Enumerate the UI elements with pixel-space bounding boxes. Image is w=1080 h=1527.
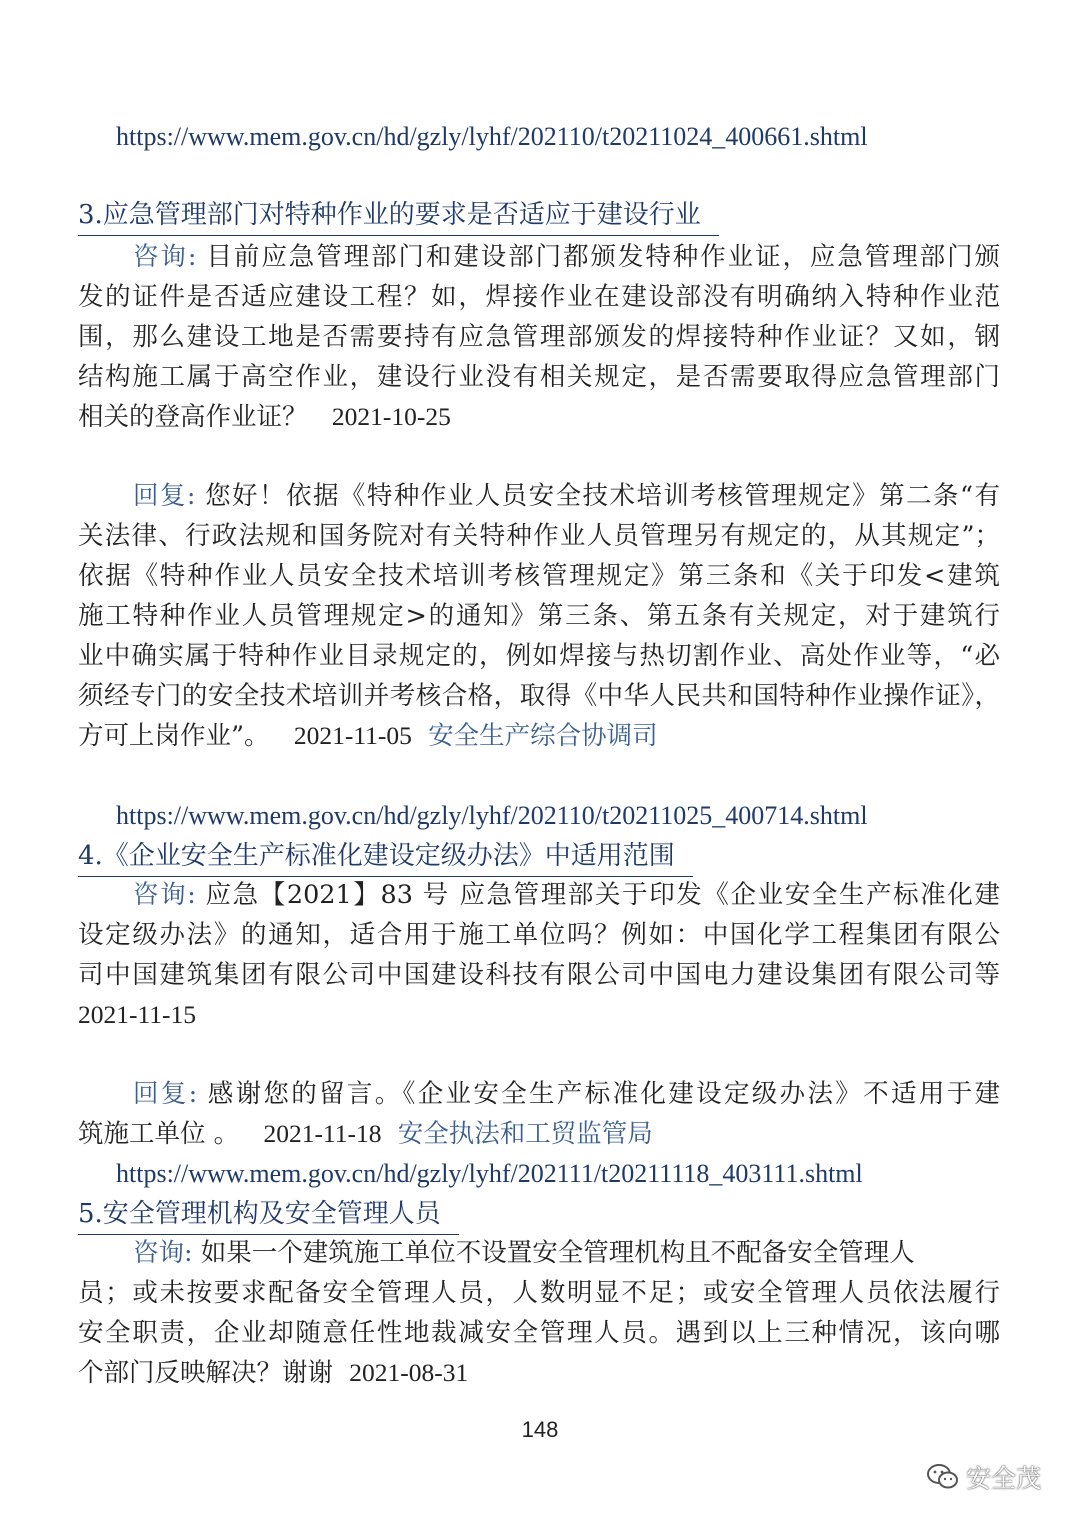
consult-line: 咨询: 如果一个建筑施工单位不设置安全管理机构且不配备安全管理人	[133, 1238, 915, 1268]
consult-line: 咨询: 应急【2021】83 号 应急管理部关于印发《企业安全生产标准化建	[133, 880, 1000, 910]
reply-department: 安全执法和工贸监管局	[397, 1119, 653, 1149]
reply-line: 关法律、行政法规和国务院对有关特种作业人员管理另有规定的，从其规定”；	[78, 521, 1000, 551]
watermark	[926, 1459, 1041, 1495]
consult-label: 咨询:	[133, 1238, 193, 1268]
reply-line: 须经专门的安全技术培训并考核合格，取得《中华人民共和国特种作业操作证》，	[78, 681, 1000, 711]
reply-line: 回复: 感谢您的留言。《企业安全生产标准化建设定级办法》不适用于建	[133, 1079, 1000, 1109]
consult-line: 员；或未按要求配备安全管理人员，人数明显不足；或安全管理人员依法履行	[78, 1278, 1000, 1308]
consult-label: 咨询:	[133, 242, 197, 272]
watermark-text: 安全茂	[966, 1464, 1042, 1493]
reply-date: 2021-11-05	[293, 721, 412, 750]
source-url[interactable]: https://www.mem.gov.cn/hd/gzly/lyhf/202110/t20211024_400661.shtml	[116, 122, 868, 151]
question-title: 5.安全管理机构及安全管理人员	[78, 1194, 459, 1235]
consult-date: 2021-11-15	[78, 1000, 197, 1029]
wechat-icon	[926, 1462, 960, 1492]
reply-department: 安全生产综合协调司	[428, 721, 658, 751]
reply-label: 回复:	[133, 1079, 198, 1109]
source-url[interactable]: https://www.mem.gov.cn/hd/gzly/lyhf/202111/t20211118_403111.shtml	[116, 1159, 863, 1188]
consult-line: 发的证件是否适应建设工程？如，焊接作业在建设部没有明确纳入特种作业范	[78, 282, 1000, 312]
consult-label: 咨询:	[133, 880, 196, 910]
consult-date: 2021-10-25	[331, 402, 451, 431]
reply-line: 筑施工单位 。 2021-11-18 安全执法和工贸监管局	[78, 1119, 653, 1149]
consult-line: 结构施工属于高空作业，建设行业没有相关规定，是否需要取得应急管理部门	[78, 362, 1000, 392]
consult-line: 安全职责，企业却随意任性地裁减安全管理人员。遇到以上三种情况，该向哪	[78, 1318, 1000, 1348]
consult-date: 2021-08-31	[349, 1358, 469, 1387]
reply-label: 回复:	[133, 481, 196, 511]
page-number: 148	[521, 1417, 559, 1442]
consult-line: 设定级办法》的通知，适合用于施工单位吗？例如：中国化学工程集团有限公	[78, 920, 1000, 950]
consult-line: 司中国建筑集团有限公司中国建设科技有限公司中国电力建设集团有限公司等	[78, 960, 1000, 990]
reply-date: 2021-11-18	[263, 1119, 382, 1148]
consult-line: 咨询: 目前应急管理部门和建设部门都颁发特种作业证，应急管理部门颁	[133, 242, 1000, 272]
reply-line: 回复: 您好！依据《特种作业人员安全技术培训考核管理规定》第二条“有	[133, 481, 1000, 511]
question-title: 3.应急管理部门对特种作业的要求是否适应于建设行业	[78, 195, 719, 236]
consult-line: 个部门反映解决？谢谢 2021-08-31	[78, 1358, 469, 1388]
consult-line: 围，那么建设工地是否需要持有应急管理部颁发的焊接特种作业证？又如，钢	[78, 322, 1000, 352]
reply-line: 方可上岗作业”。 2021-11-05 安全生产综合协调司	[78, 721, 658, 751]
reply-line: 依据《特种作业人员安全技术培训考核管理规定》第三条和《关于印发<建筑	[78, 561, 1000, 591]
source-url[interactable]: https://www.mem.gov.cn/hd/gzly/lyhf/202110/t20211025_400714.shtml	[116, 801, 868, 830]
question-title: 4.《企业安全生产标准化建设定级办法》中适用范围	[78, 836, 693, 877]
reply-line: 施工特种作业人员管理规定>的通知》第三条、第五条有关规定，对于建筑行	[78, 601, 1000, 631]
reply-line: 业中确实属于特种作业目录规定的，例如焊接与热切割作业、高处作业等，“必	[78, 641, 1000, 671]
consult-line: 相关的登高作业证？ 2021-10-25	[78, 402, 451, 432]
